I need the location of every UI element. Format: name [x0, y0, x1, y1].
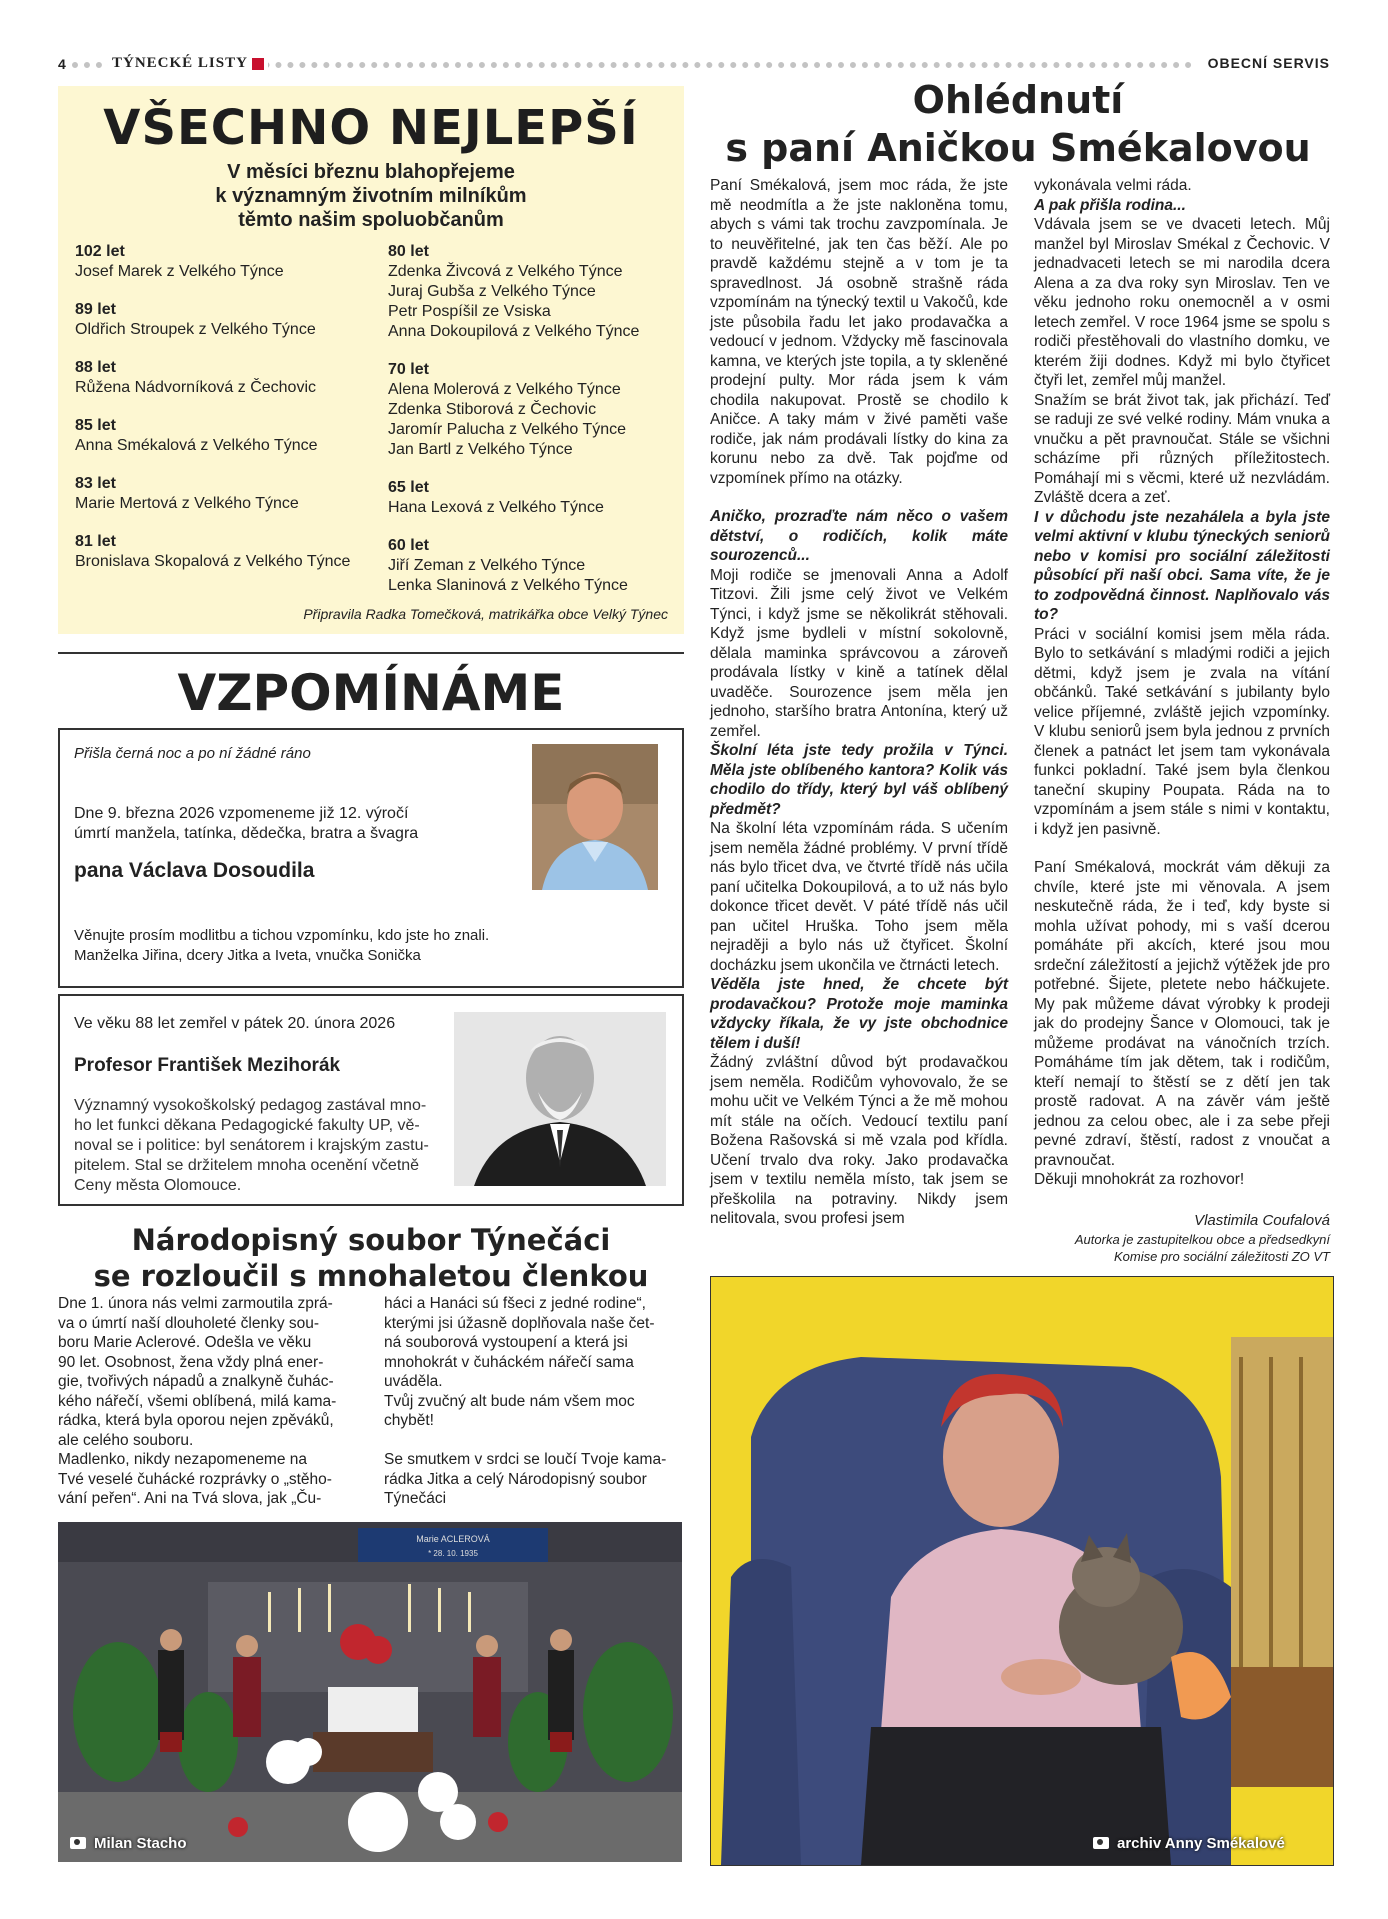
congrats-name: Alena Molerová z Velkého Týnce	[388, 381, 621, 398]
congrats-group	[388, 536, 678, 596]
memorial-name: pana Václava Dosoudila	[74, 859, 315, 882]
congrats-age: 60 let	[388, 537, 429, 554]
congrats-column-right	[388, 242, 678, 614]
congrats-subtitle-1: V měsíci březnu blahopřejeme	[227, 161, 515, 183]
memorial-footer-1: Věnujte prosím modlitbu a tichou vzpomínku, kdo jste ho znali.	[74, 927, 490, 944]
interview-photo	[710, 1276, 1334, 1866]
paragraph-gap	[710, 488, 1008, 507]
congrats-name: Marie Mertová z Velkého Týnce	[75, 495, 299, 512]
camera-icon	[1093, 1837, 1109, 1849]
obituary-text-1: Významný vysokoškolský pedagog zastával mno-	[74, 1097, 427, 1114]
obituary-text-4: pitelem. Stal se držitelem mnoha ocenění včetně	[74, 1157, 420, 1174]
congrats-name: Jan Bartl z Velkého Týnce	[388, 441, 573, 458]
logo-emblem-icon	[252, 58, 264, 70]
interview-title-line-1: Ohlédnutí	[912, 78, 1124, 122]
congrats-subtitle-3: těmto našim spoluobčanům	[238, 209, 504, 231]
congrats-name: Oldřich Stroupek z Velkého Týnce	[75, 321, 316, 338]
congrats-group	[75, 300, 375, 340]
congratulations-box	[58, 86, 684, 634]
congrats-age: 65 let	[388, 479, 429, 496]
interview-question: Aničko, prozraďte nám něco o vašem dětství, o rodičích, kolik máte sourozenců...	[710, 508, 1008, 564]
congrats-group	[388, 360, 678, 460]
interview-answer: Paní Smékalová, jsem moc ráda, že jste mě neodmítla a že jste nakloněna tomu, abych s vámi tak trochu zavzpomínala. Je to neuvěřitelné, jak ten čas běží. Ale po pravdě každému stejně a v tom je ta spravedlnost. Já osobně strašně ráda vzpomínám na týnecký textil u Vakočů, kde jste působila řadu let jako prodavačka a vedoucí v jednom. Vždycky mě fascinovala kamna, ve kterých jste topila, a ty skleněné prodejní pulty. Mor ráda jsem k vám chodila nakupovat. Prostě se chodilo k Aničce. A taky mám v živé paměti vaše rodiče, jak nám prodávali lístky do kina za korunu nebo za dvě. Tak pojďme od vzpomínek přímo na otázky.	[710, 177, 1008, 487]
ensemble-text-line: ná souborová vystoupení a která jsi	[384, 1334, 628, 1351]
congrats-age: 80 let	[388, 243, 429, 260]
ensemble-text-line: rádka Jitka a celý Národopisný soubor	[384, 1470, 647, 1488]
interview-answer: Snažím se brát život tak, jak přichází. Teď se raduji ze své velké rodiny. Mám vnuka a vnučku a pět pravnoučat. Stále se všichni scházíme při různých příležitostech. Pomáhají mi s věcmi, které už nezvládám. Zvláště dcera a zeť.	[1034, 391, 1330, 506]
ensemble-text-line: Tvůj zvučný alt bude nám všem moc	[384, 1392, 635, 1410]
memorial-box-dosoudil	[58, 728, 684, 988]
ensemble-text-line: gie, tvořivých nápadů a znalkyně čuhác-	[58, 1373, 334, 1390]
congrats-name: Bronislava Skopalová z Velkého Týnce	[75, 553, 351, 570]
interview-question: Školní léta jste tedy prožila v Týnci. Měla jste oblíbeného kantora? Kolik vás chodilo do třídy, který byl váš oblíbený předmět?	[710, 742, 1008, 818]
paragraph-gap	[1034, 839, 1330, 858]
congrats-name: Lenka Slaninová z Velkého Týnce	[388, 577, 628, 594]
ensemble-text-line: boru Marie Aclerové. Odešla ve věku	[58, 1334, 312, 1351]
interview-question: I v důchodu jste nezahálela a byla jste velmi aktivní v klubu týneckých seniorů nebo v komisi pro sociální záležitosti působící při naší obci. Sama víte, že je to zodpovědná činnost. Naplňovalo vás to?	[1034, 508, 1330, 623]
congrats-age: 102 let	[75, 243, 125, 260]
ensemble-article-title	[58, 1222, 684, 1294]
memorial-footer-2: Manželka Jiřina, dcery Jitka a Iveta, vnučka Sonička	[74, 947, 421, 964]
ensemble-column-1	[58, 1294, 356, 1509]
congrats-name: Anna Dokoupilová z Velkého Týnce	[388, 323, 640, 340]
congrats-subtitle-2: k významným životním milníkům	[215, 185, 527, 207]
section-divider	[58, 652, 684, 654]
congrats-group	[75, 416, 375, 456]
memorial-line-2: úmrtí manžela, tatínka, dědečka, bratra a švagra	[74, 825, 419, 842]
interview-title	[706, 76, 1330, 172]
congrats-group	[75, 358, 375, 398]
ensemble-text-line: Týnečáci	[384, 1490, 447, 1507]
ensemble-text-line: Dne 1. února nás velmi zarmoutila zprá-	[58, 1295, 333, 1312]
ensemble-text-line: háci a Hanáci sú fšeci z jedné rodine“,	[384, 1295, 646, 1312]
congrats-title: VŠECHNO NEJLEPŠÍ	[103, 100, 639, 156]
ensemble-column-2	[384, 1294, 684, 1509]
congrats-name: Hana Lexová z Velkého Týnce	[388, 499, 604, 516]
interview-answer: Práci v sociální komisi jsem měla ráda. Bylo to setkávání s mladými rodiči a jejich dětmi, když jsem je zvala na vítání občánků. Také setkávání s jubilanty bylo velice příjemné, zvláště jejich vzpomínky. V klubu seniorů jsem byla jednou z prvních členek a patnáct let jsem tam vykonávala funkci pokladní. Také jsem byla členkou taneční skupiny Poupata. Ráda na to vzpomínám a jsem stále s nimi v kontaktu, i když jen pasivně.	[1034, 625, 1330, 838]
interview-answer: Moji rodiče se jmenovali Anna a Adolf Titzovi. Žili jsme celý život ve Velkém Týnci, i když jsme se několikrát stěhovali. Když jsme bydleli v místní sokolovně, dělala maminka správcovou a zároveň prodávala lístky v kině a tatínek dělal uvaděče. Sourozence jsem měla jen jednoho, staršího bratra Antonína, který už zemřel.	[710, 566, 1008, 740]
author-note-line-2: Komise pro sociální záležitosti ZO VT	[1113, 1249, 1330, 1264]
congrats-column-left	[75, 242, 375, 590]
interview-answer: Žádný zvláštní důvod být prodavačkou jsem neměla. Rodičům vyhovovalo, že se mohu učit ve Velkém Týnci a že mě mohou mít stále na očích. Vedoucí textilu paní Božena Rašovská si mě vzala pod křídla. Učení trvalo dva roky. Jako prodavačka jsem v textilu neměla místo, tak jsem se přeškolila na potraviny. Nikdy jsem nelitovala, svou profesi jsem	[710, 1054, 1008, 1227]
interview-title-line-2: s paní Aničkou Smékalovou	[725, 126, 1311, 170]
interview-answer: Děkuji mnohokrát za rozhovor!	[1034, 1171, 1245, 1188]
ensemble-title-line-2: se rozloučil s mnohaletou členkou	[93, 1259, 649, 1293]
interview-column-2	[1034, 176, 1330, 1190]
ensemble-text-line: rádka, která byla oporou nejen zpěváků,	[58, 1412, 334, 1429]
interview-answer: vykonávala velmi ráda.	[1034, 177, 1192, 194]
ensemble-text-line: uváděla.	[384, 1373, 443, 1390]
ensemble-title-line-1: Národopisný soubor Týnečáci	[131, 1223, 611, 1257]
ensemble-text-line: vání peřen“. Ani na Tvá slova, jak „Ču-	[58, 1490, 322, 1507]
page-number: 4	[58, 56, 66, 72]
interview-answer: Vdávala jsem se ve dvaceti letech. Můj manžel byl Miroslav Smékal z Čechovic. V jednadvaceti letech se mi narodila dcera Alena a za dva roky syn Miroslav. Ten ve věku jednoho roku onemocněl a v osmi letech zemřel. V roce 1964 jsme se spolu s rodiči přestěhovali do vlastního domku, ve kterém žiji dodnes. Když mi bylo čtyřicet čtyři let, zemřel můj manžel.	[1034, 216, 1330, 389]
congrats-name: Josef Marek z Velkého Týnce	[75, 263, 284, 280]
congrats-credit: Připravila Radka Tomečková, matrikářka obce Velký Týnec	[303, 606, 668, 622]
interview-question: Věděla jste hned, že chcete být prodavačkou? Protože moje maminka vždycky říkala, že vy jste obchodnice tělem i duší!	[710, 976, 1008, 1052]
ensemble-text-line: chybět!	[384, 1412, 434, 1429]
congrats-name: Zdenka Živcová z Velkého Týnce	[388, 263, 623, 280]
ensemble-text-line: va o úmrtí naší dlouholeté členky sou-	[58, 1314, 320, 1332]
ensemble-text-line: kého nářečí, všemi oblíbená, milá kama-	[58, 1392, 337, 1410]
congrats-group	[75, 242, 375, 282]
portrait-photo-dosoudil	[532, 744, 658, 890]
memorial-quote: Přišla černá noc a po ní žádné ráno	[74, 745, 311, 762]
newspaper-logo: TÝNECKÉ LISTY	[108, 55, 268, 72]
interview-answer: Na školní léta vzpomínám ráda. S učením jsem neměla žádné problémy. V první třídě nás bylo třicet dva, ve čtvrté třídě nás učila paní učitelka Dokoupilová, a to už nás bylo dokonce třicet devět. V páté třídě nás učil pan učitel Hruška. Toho jsem měla nejraději a bylo nás už čtyřicet. Školní docházku jsem ukončila ve čtrnácti letech.	[710, 820, 1008, 974]
congrats-name: Jaromír Palucha z Velkého Týnce	[388, 421, 627, 438]
obituary-text-2: ho let funkci děkana Pedagogické fakulty UP, vě-	[74, 1117, 420, 1134]
interview-column-1	[710, 176, 1008, 1229]
congrats-age: 81 let	[75, 533, 116, 550]
obituary-line: Ve věku 88 let zemřel v pátek 20. února 2026	[74, 1015, 396, 1032]
interview-question: A pak přišla rodina...	[1034, 196, 1186, 214]
obituary-name: Profesor František Mezihorák	[74, 1055, 341, 1076]
memorial-box-mezihorak	[58, 994, 684, 1206]
obituary-text-5: Ceny města Olomouce.	[74, 1177, 242, 1194]
congrats-group	[75, 474, 375, 514]
congrats-age: 88 let	[75, 359, 116, 376]
congrats-name: Petr Pospíšil ze Vsiska	[388, 303, 551, 320]
congrats-group	[388, 478, 678, 518]
memorial-title: VZPOMÍNÁME	[177, 664, 565, 722]
congrats-group	[388, 242, 678, 342]
memorial-line-1: Dne 9. března 2026 vzpomeneme již 12. výročí	[74, 805, 409, 822]
portrait-photo-mezihorak	[454, 1012, 666, 1186]
ensemble-text-line: 90 let. Osobnost, žena vždy plná ener-	[58, 1353, 324, 1371]
congrats-age: 85 let	[75, 417, 116, 434]
congrats-age: 70 let	[388, 361, 429, 378]
interview-author: Vlastimila Coufalová	[1194, 1212, 1330, 1229]
congrats-group	[75, 532, 375, 572]
ensemble-text-line: Tvé veselé čuhácké rozprávky o „stěho-	[58, 1470, 332, 1488]
congrats-name: Anna Smékalová z Velkého Týnce	[75, 437, 318, 454]
section-title: OBECNÍ SERVIS	[1202, 55, 1330, 71]
ensemble-text-line: ale celého souboru.	[58, 1431, 194, 1449]
interview-photo-credit: archiv Anny Smékalové	[1093, 1835, 1285, 1852]
congrats-name: Juraj Gubša z Velkého Týnce	[388, 283, 596, 300]
camera-icon	[70, 1837, 86, 1849]
obituary-text-3: noval se i politice: byl senátorem i krajským zastu-	[74, 1137, 429, 1154]
ensemble-text-line	[384, 1431, 684, 1451]
ensemble-text-line: Se smutkem v srdci se loučí Tvoje kama-	[384, 1451, 667, 1468]
ensemble-text-line: Madlenko, nikdy nezapomeneme na	[58, 1451, 308, 1468]
ensemble-text-line: kterými jsi úžasně doplňovala naše čet-	[384, 1314, 655, 1332]
interview-author-note	[1075, 1231, 1330, 1265]
congrats-name: Růžena Nádvorníková z Čechovic	[75, 379, 317, 396]
congrats-age: 83 let	[75, 475, 116, 492]
congrats-name: Zdenka Stiborová z Čechovic	[388, 401, 597, 418]
screen-birth-text: * 28. 10. 1935	[428, 1549, 478, 1558]
ensemble-photo	[58, 1522, 682, 1862]
ensemble-photo-credit: Milan Stacho	[70, 1835, 187, 1852]
congrats-name: Jiří Zeman z Velkého Týnce	[388, 557, 586, 574]
congrats-age: 89 let	[75, 301, 116, 318]
author-note-line-1: Autorka je zastupitelkou obce a předsedkyní	[1074, 1232, 1330, 1247]
ensemble-text-line: mnohokrát v čuháckém nářečí sama	[384, 1353, 634, 1371]
screen-name-text: Marie ACLEROVÁ	[416, 1534, 490, 1544]
interview-answer: Paní Smékalová, mockrát vám děkuji za chvíle, které jste mi věnovala. A jsem neskutečně ráda, že i teď, kdy byste si mohla užívat pohody, mi s vaší dcerou pomáháte při akcích, které jsou mou srdeční záležitostí a jejichž výtěžek jde pro potřebné. Šijete, pletete nebo háčkujete. My pak můžeme dávat výrobky k prodeji jak do prodejny Šance v Olomouci, tak je můžeme prodávat na vánočních trzích. Pomáháme tím jak dětem, tak i rodičům, kteří nemají to štěstí se z dětí jen tak prostě radovat. A na závěr vám ještě jednou za celou obec, ale i za sebe přeji pevné zdraví, štěstí, radost z vnoučat a pravnoučat.	[1034, 859, 1330, 1169]
